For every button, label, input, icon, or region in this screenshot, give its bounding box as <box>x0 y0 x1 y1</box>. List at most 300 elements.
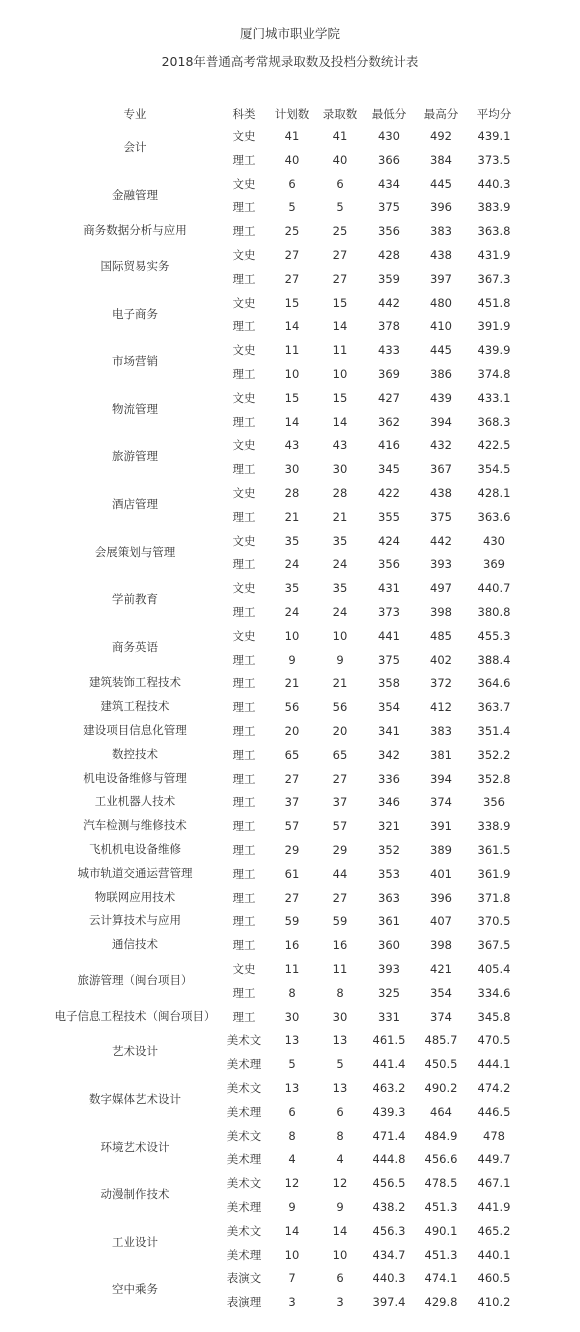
cell-avg-score: 363.8 <box>477 224 511 239</box>
cell-min-score: 444.8 <box>372 1152 406 1167</box>
table-row <box>0 267 580 291</box>
cell-avg-score: 354.5 <box>477 462 511 477</box>
cell-category: 理工 <box>232 557 256 572</box>
major-group <box>0 433 580 481</box>
cell-admitted: 57 <box>332 819 348 834</box>
major-name: 建筑装饰工程技术 <box>89 675 181 690</box>
cell-category: 文史 <box>232 581 256 596</box>
cell-max-score: 421 <box>430 962 452 976</box>
cell-max-score: 386 <box>430 366 452 381</box>
cell-category: 美术理 <box>226 1152 262 1167</box>
table-row <box>0 1195 580 1219</box>
cell-max-score: 445 <box>430 343 452 358</box>
cell-admitted: 6 <box>336 1271 344 1286</box>
major-group <box>0 790 580 814</box>
cell-category: 理工 <box>232 890 256 905</box>
cell-plan: 37 <box>284 795 300 810</box>
major-group <box>0 838 580 862</box>
cell-admitted: 27 <box>332 771 348 786</box>
header-plan: 计划数 <box>274 107 310 121</box>
cell-category: 理工 <box>232 1009 256 1024</box>
cell-admitted: 15 <box>332 295 348 310</box>
major-group <box>0 671 580 695</box>
cell-max-score: 456.6 <box>424 1152 458 1167</box>
cell-admitted: 43 <box>332 438 348 453</box>
major-name: 商务英语 <box>112 639 158 654</box>
cell-category: 理工 <box>232 319 256 334</box>
cell-category: 文史 <box>232 486 256 500</box>
cell-max-score: 480 <box>430 295 452 310</box>
table-row <box>0 576 580 600</box>
cell-admitted: 27 <box>332 890 348 905</box>
cell-admitted: 25 <box>332 224 348 239</box>
table-row <box>0 529 580 553</box>
cell-avg-score: 449.7 <box>477 1152 511 1167</box>
cell-avg-score: 373.5 <box>477 152 511 167</box>
cell-plan: 11 <box>284 962 300 976</box>
cell-category: 文史 <box>232 176 256 191</box>
cell-admitted: 30 <box>332 1009 348 1024</box>
cell-max-score: 464 <box>430 1104 452 1119</box>
cell-avg-score: 440.7 <box>477 581 511 596</box>
major-name: 空中乘务 <box>112 1282 158 1297</box>
cell-min-score: 441.4 <box>372 1057 406 1072</box>
cell-plan: 40 <box>284 152 300 167</box>
cell-avg-score: 368.3 <box>477 414 511 429</box>
major-group <box>0 576 580 624</box>
major-group <box>0 1076 580 1124</box>
cell-min-score: 336 <box>378 771 400 786</box>
cell-avg-score: 383.9 <box>477 200 511 215</box>
cell-max-score: 490.2 <box>424 1081 458 1095</box>
major-name: 金融管理 <box>112 187 158 202</box>
cell-category: 美术文 <box>226 1223 262 1238</box>
major-name: 数控技术 <box>112 746 158 761</box>
cell-avg-score: 478 <box>483 1128 505 1143</box>
cell-max-score: 372 <box>430 676 452 691</box>
cell-avg-score: 451.8 <box>477 295 511 310</box>
table-row <box>0 600 580 624</box>
cell-admitted: 35 <box>332 533 348 548</box>
cell-plan: 8 <box>288 1128 296 1143</box>
cell-avg-score: 370.5 <box>477 914 511 929</box>
table-row <box>0 981 580 1005</box>
cell-category: 理工 <box>232 985 256 1000</box>
table-row <box>0 719 580 743</box>
cell-category: 理工 <box>232 819 256 834</box>
cell-plan: 15 <box>284 295 300 310</box>
cell-admitted: 11 <box>332 343 348 358</box>
cell-category: 美术理 <box>226 1057 262 1072</box>
cell-plan: 8 <box>288 985 296 1000</box>
table-row <box>0 909 580 933</box>
major-name: 数字媒体艺术设计 <box>89 1092 181 1106</box>
cell-admitted: 41 <box>332 129 348 143</box>
cell-category: 理工 <box>232 200 256 215</box>
major-name: 汽车检测与维修技术 <box>83 818 187 833</box>
table-row <box>0 838 580 862</box>
cell-plan: 9 <box>288 652 296 667</box>
cell-admitted: 21 <box>332 676 348 691</box>
cell-plan: 6 <box>288 1104 296 1119</box>
cell-min-score: 366 <box>378 152 400 167</box>
cell-min-score: 352 <box>378 843 400 857</box>
cell-min-score: 456.5 <box>372 1176 406 1191</box>
table-row <box>0 671 580 695</box>
cell-category: 文史 <box>232 962 256 976</box>
cell-min-score: 397.4 <box>372 1295 406 1310</box>
cell-avg-score: 363.6 <box>477 509 511 524</box>
cell-plan: 35 <box>284 533 300 548</box>
cell-avg-score: 367.3 <box>477 271 511 286</box>
cell-min-score: 422 <box>378 486 400 500</box>
table-row <box>0 505 580 529</box>
major-group <box>0 1005 580 1029</box>
cell-min-score: 363 <box>378 890 400 905</box>
cell-min-score: 346 <box>378 795 400 810</box>
cell-category: 美术理 <box>226 1104 262 1119</box>
cell-admitted: 13 <box>332 1081 348 1095</box>
major-name: 云计算技术与应用 <box>89 913 181 928</box>
cell-plan: 57 <box>284 819 300 834</box>
cell-max-score: 383 <box>430 724 452 738</box>
major-group <box>0 1028 580 1076</box>
cell-plan: 24 <box>284 604 300 619</box>
major-group <box>0 695 580 719</box>
table-row <box>0 552 580 576</box>
table-row <box>0 1243 580 1267</box>
cell-max-score: 398 <box>430 938 452 953</box>
cell-category: 美术文 <box>226 1081 262 1095</box>
cell-plan: 29 <box>284 843 300 857</box>
cell-avg-score: 351.4 <box>477 724 511 738</box>
cell-max-score: 490.1 <box>424 1223 458 1238</box>
cell-admitted: 28 <box>332 486 348 500</box>
cell-avg-score: 352.8 <box>477 771 511 786</box>
cell-category: 表演理 <box>226 1295 262 1310</box>
cell-max-score: 410 <box>430 319 452 334</box>
cell-plan: 11 <box>284 343 300 358</box>
cell-admitted: 24 <box>332 557 348 572</box>
cell-min-score: 373 <box>378 604 400 619</box>
cell-avg-score: 361.5 <box>477 843 511 857</box>
table-row <box>0 648 580 672</box>
school-name: 厦门城市职业学院 <box>239 26 340 41</box>
cell-avg-score: 367.5 <box>477 938 511 953</box>
cell-plan: 14 <box>284 1223 300 1238</box>
cell-max-score: 492 <box>430 129 452 143</box>
cell-max-score: 397 <box>430 271 452 286</box>
cell-max-score: 367 <box>430 462 452 477</box>
cell-max-score: 381 <box>430 747 452 762</box>
major-group <box>0 338 580 386</box>
cell-plan: 5 <box>288 1057 296 1072</box>
cell-avg-score: 474.2 <box>477 1081 511 1095</box>
table-row <box>0 124 580 148</box>
cell-max-score: 384 <box>430 152 452 167</box>
cell-admitted: 3 <box>336 1295 344 1310</box>
major-name: 学前教育 <box>112 592 158 607</box>
cell-admitted: 13 <box>332 1033 348 1048</box>
cell-max-score: 389 <box>430 843 452 857</box>
major-group <box>0 124 580 172</box>
major-group <box>0 1124 580 1172</box>
major-name: 物联网应用技术 <box>94 889 176 904</box>
major-name: 商务数据分析与应用 <box>83 223 187 238</box>
cell-avg-score: 446.5 <box>477 1104 511 1119</box>
cell-admitted: 6 <box>336 1104 344 1119</box>
cell-admitted: 9 <box>336 1199 344 1214</box>
table-row <box>0 767 580 791</box>
cell-plan: 24 <box>284 557 300 572</box>
cell-avg-score: 345.8 <box>477 1009 511 1024</box>
cell-min-score: 442 <box>378 295 400 310</box>
table-row <box>0 386 580 410</box>
cell-admitted: 10 <box>332 366 348 381</box>
cell-plan: 10 <box>284 366 300 381</box>
cell-admitted: 5 <box>336 200 344 215</box>
cell-avg-score: 439.1 <box>477 129 511 143</box>
cell-admitted: 65 <box>332 747 348 762</box>
cell-category: 理工 <box>232 700 256 715</box>
major-group <box>0 719 580 743</box>
cell-admitted: 4 <box>336 1152 344 1167</box>
cell-category: 文史 <box>232 438 256 453</box>
cell-category: 美术理 <box>226 1199 262 1214</box>
table-row <box>0 410 580 434</box>
cell-avg-score: 441.9 <box>477 1199 511 1214</box>
cell-admitted: 8 <box>336 985 344 1000</box>
cell-plan: 56 <box>284 700 300 715</box>
cell-category: 美术文 <box>226 1128 262 1143</box>
cell-plan: 4 <box>288 1152 296 1167</box>
major-name: 会计 <box>123 140 147 154</box>
cell-min-score: 378 <box>378 319 400 334</box>
table-row <box>0 862 580 886</box>
cell-avg-score: 391.9 <box>477 319 511 334</box>
cell-avg-score: 455.3 <box>477 628 511 643</box>
cell-plan: 13 <box>284 1033 300 1048</box>
cell-avg-score: 431.9 <box>477 248 511 262</box>
cell-admitted: 15 <box>332 390 348 405</box>
cell-category: 文史 <box>232 533 256 548</box>
cell-max-score: 354 <box>430 985 452 1000</box>
cell-min-score: 456.3 <box>372 1223 406 1238</box>
cell-category: 文史 <box>232 343 256 358</box>
cell-admitted: 16 <box>332 938 348 953</box>
cell-admitted: 11 <box>332 962 348 976</box>
cell-category: 理工 <box>232 938 256 953</box>
cell-category: 文史 <box>232 295 256 310</box>
cell-min-score: 434.7 <box>372 1247 406 1262</box>
cell-avg-score: 460.5 <box>477 1271 511 1286</box>
cell-min-score: 355 <box>378 509 400 524</box>
cell-admitted: 29 <box>332 843 348 857</box>
cell-category: 理工 <box>232 271 256 286</box>
cell-admitted: 5 <box>336 1057 344 1072</box>
cell-min-score: 393 <box>378 962 400 976</box>
header-min-score: 最低分 <box>371 107 407 121</box>
cell-min-score: 463.2 <box>372 1081 406 1095</box>
cell-max-score: 451.3 <box>424 1247 458 1262</box>
cell-plan: 27 <box>284 771 300 786</box>
major-name: 城市轨道交通运营管理 <box>77 865 193 880</box>
cell-plan: 3 <box>288 1295 296 1310</box>
cell-min-score: 428 <box>378 248 400 262</box>
major-name: 物流管理 <box>112 401 158 416</box>
cell-max-score: 383 <box>430 224 452 239</box>
cell-max-score: 438 <box>430 248 452 262</box>
major-name: 工业设计 <box>112 1234 158 1249</box>
cell-plan: 20 <box>284 724 300 738</box>
cell-max-score: 374 <box>430 1009 452 1024</box>
table-row <box>0 814 580 838</box>
cell-max-score: 375 <box>430 509 452 524</box>
cell-min-score: 361 <box>378 914 400 929</box>
cell-admitted: 14 <box>332 319 348 334</box>
major-name: 环境艺术设计 <box>100 1139 170 1154</box>
major-group <box>0 1171 580 1219</box>
table-row <box>0 338 580 362</box>
major-name: 电子商务 <box>112 306 158 321</box>
cell-admitted: 27 <box>332 248 348 262</box>
cell-max-score: 478.5 <box>424 1176 458 1191</box>
table-row <box>0 1100 580 1124</box>
cell-plan: 65 <box>284 747 300 762</box>
cell-admitted: 20 <box>332 724 348 738</box>
cell-avg-score: 433.1 <box>477 390 511 405</box>
major-group <box>0 957 580 1005</box>
cell-category: 理工 <box>232 676 256 691</box>
major-name: 建设项目信息化管理 <box>83 723 187 737</box>
cell-admitted: 21 <box>332 509 348 524</box>
table-row <box>0 219 580 243</box>
cell-min-score: 440.3 <box>372 1271 406 1286</box>
major-group <box>0 386 580 434</box>
cell-min-score: 362 <box>378 414 400 429</box>
cell-max-score: 432 <box>430 438 452 453</box>
cell-category: 理工 <box>232 509 256 524</box>
cell-plan: 16 <box>284 938 300 953</box>
cell-max-score: 485.7 <box>424 1033 458 1048</box>
cell-category: 理工 <box>232 866 256 881</box>
cell-admitted: 30 <box>332 462 348 477</box>
cell-plan: 59 <box>284 914 300 929</box>
cell-min-score: 375 <box>378 652 400 667</box>
cell-admitted: 10 <box>332 1247 348 1262</box>
cell-min-score: 433 <box>378 343 400 358</box>
cell-avg-score: 363.7 <box>477 700 511 715</box>
cell-admitted: 27 <box>332 271 348 286</box>
cell-max-score: 391 <box>430 819 452 834</box>
table-row <box>0 1266 580 1290</box>
cell-min-score: 356 <box>378 557 400 572</box>
cell-avg-score: 470.5 <box>477 1033 511 1048</box>
table-row <box>0 743 580 767</box>
cell-max-score: 474.1 <box>424 1271 458 1286</box>
major-group <box>0 219 580 243</box>
cell-admitted: 10 <box>332 628 348 643</box>
table-row <box>0 291 580 315</box>
cell-category: 理工 <box>232 414 256 429</box>
cell-avg-score: 338.9 <box>477 819 511 834</box>
cell-max-score: 450.5 <box>424 1057 458 1072</box>
cell-min-score: 356 <box>378 224 400 239</box>
cell-min-score: 424 <box>378 533 400 548</box>
cell-plan: 41 <box>284 129 300 143</box>
cell-avg-score: 430 <box>483 533 505 548</box>
cell-avg-score: 405.4 <box>477 962 511 976</box>
cell-admitted: 6 <box>336 176 344 191</box>
header-admitted: 录取数 <box>322 107 358 121</box>
cell-category: 理工 <box>232 152 256 167</box>
cell-max-score: 497 <box>430 581 452 596</box>
cell-plan: 35 <box>284 581 300 596</box>
cell-max-score: 429.8 <box>424 1295 458 1310</box>
cell-max-score: 485 <box>430 628 452 643</box>
cell-avg-score: 428.1 <box>477 486 511 500</box>
major-group <box>0 886 580 910</box>
table-row <box>0 172 580 196</box>
major-name: 市场营销 <box>112 354 158 369</box>
major-group <box>0 529 580 577</box>
cell-plan: 61 <box>284 866 300 881</box>
major-name: 国际贸易实务 <box>100 259 170 273</box>
cell-min-score: 438.2 <box>372 1199 406 1214</box>
cell-admitted: 37 <box>332 795 348 810</box>
cell-avg-score: 410.2 <box>477 1295 511 1310</box>
header-avg-score: 平均分 <box>476 107 512 121</box>
cell-plan: 13 <box>284 1081 300 1095</box>
major-name: 动漫制作技术 <box>100 1187 170 1202</box>
cell-admitted: 44 <box>332 866 348 881</box>
cell-plan: 14 <box>284 414 300 429</box>
cell-min-score: 369 <box>378 366 400 381</box>
cell-category: 理工 <box>232 652 256 667</box>
cell-avg-score: 361.9 <box>477 866 511 881</box>
cell-max-score: 445 <box>430 176 452 191</box>
cell-avg-score: 444.1 <box>477 1057 511 1072</box>
cell-min-score: 439.3 <box>372 1104 406 1119</box>
cell-avg-score: 465.2 <box>477 1223 511 1238</box>
cell-admitted: 8 <box>336 1128 344 1143</box>
cell-avg-score: 422.5 <box>477 438 511 453</box>
major-group <box>0 481 580 529</box>
major-name: 工业机器人技术 <box>94 794 176 809</box>
header-major: 专业 <box>123 107 147 121</box>
cell-category: 表演文 <box>226 1271 262 1286</box>
cell-plan: 6 <box>288 176 296 191</box>
cell-plan: 43 <box>284 438 300 453</box>
cell-min-score: 342 <box>378 747 400 762</box>
major-group <box>0 814 580 838</box>
cell-plan: 9 <box>288 1199 296 1214</box>
cell-avg-score: 380.8 <box>477 604 511 619</box>
cell-plan: 27 <box>284 890 300 905</box>
cell-min-score: 354 <box>378 700 400 715</box>
cell-category: 文史 <box>232 628 256 643</box>
cell-min-score: 321 <box>378 819 400 834</box>
cell-min-score: 325 <box>378 985 400 1000</box>
cell-avg-score: 440.3 <box>477 176 511 191</box>
table-row <box>0 195 580 219</box>
cell-min-score: 471.4 <box>372 1128 406 1143</box>
major-name: 电子信息工程技术（闽台项目） <box>54 1008 216 1023</box>
cell-avg-score: 388.4 <box>477 652 511 667</box>
major-name: 旅游管理（闽台项目） <box>77 973 193 987</box>
cell-admitted: 24 <box>332 604 348 619</box>
cell-max-score: 451.3 <box>424 1199 458 1214</box>
